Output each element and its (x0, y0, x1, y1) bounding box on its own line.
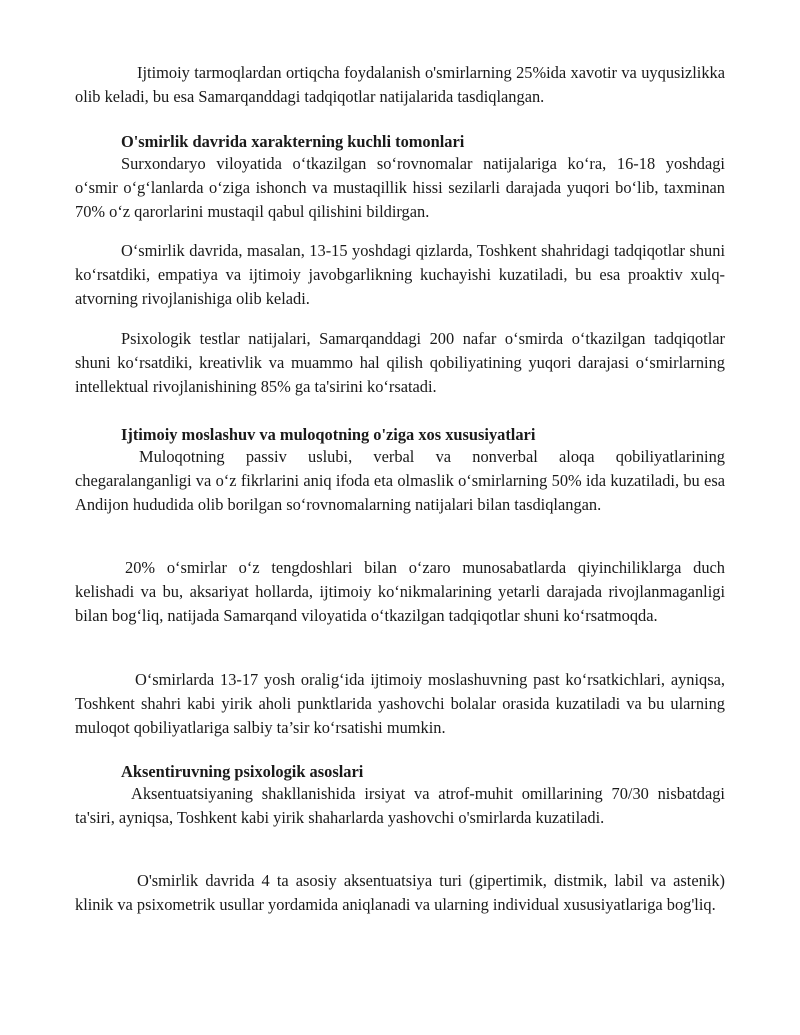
paragraph-psychological-tests: Psixologik testlar natijalari, Samarqanddagi 200 nafar o‘smirda o‘tkazilgan tadqiqotlar shuni ko‘rsatdiki, kreativlik va muammo hal qilish qobiliyatining yuqori darajasi o‘smirlarning intellektual rivojlanishining 85% ga ta'sirini ko‘rsatadi. (75, 329, 725, 396)
paragraph-peer-relations: 20% o‘smirlar o‘z tengdoshlari bilan o‘zaro munosabatlarda qiyinchiliklarga duch kelishadi va bu, aksariyat hollarda, ijtimoiy ko‘nikmalarining yetarli darajada rivojlanmaganligi bilan bog‘liq, natijada Samarqand viloyatida o‘tkazilgan tadqiqotlar shuni ko‘rsatmoqda. (75, 558, 725, 625)
paragraph-social-media: Ijtimoiy tarmoqlardan ortiqcha foydalanish o'smirlarning 25%ida xavotir va uyqusizlikka olib keladi, bu esa Samarqanddagi tadqiqotlar natijalarida tasdiqlangan. (75, 63, 725, 106)
heading-accentuation-basis: Aksentiruvning psixologik asoslari (121, 762, 364, 781)
paragraph-empathy: O‘smirlik davrida, masalan, 13-15 yoshdagi qizlarda, Toshkent shahridagi tadqiqotlar shuni ko‘rsatdiki, empatiya va ijtimoiy javobgarlikning kuchayishi kuzatiladi, bu esa proaktiv xulq-atvorning rivojlanishiga olib keladi. (75, 241, 725, 308)
heading-character-strengths: O'smirlik davrida xarakterning kuchli tomonlari (121, 132, 465, 151)
heading-social-adaptation: Ijtimoiy moslashuv va muloqotning o'ziga xos xususiyatlari (121, 425, 536, 444)
paragraph-heredity-environment: Aksentuatsiyaning shakllanishida irsiyat va atrof-muhit omillarining 70/30 nisbatdagi ta'siri, ayniqsa, Toshkent kabi yirik shaharlarda yashovchi o'smirlarda kuzatiladi. (75, 784, 725, 827)
paragraph-accentuation-types: O'smirlik davrida 4 ta asosiy aksentuatsiya turi (gipertimik, distmik, labil va astenik) klinik va psixometrik usullar yordamida aniqlanadi va ularning individual xususiyatlariga bog'liq. (75, 871, 725, 914)
paragraph-communication-style: Muloqotning passiv uslubi, verbal va nonverbal aloqa qobiliyatlarining chegaralanganligi va o‘z fikrlarini aniq ifoda eta olmaslik o‘smirlarning 50% ida kuzatiladi, bu esa Andijon hududida olib borilgan so‘rovnomalarning natijalari bilan tasdiqlangan. (75, 447, 725, 514)
paragraph-low-adaptation: O‘smirlarda 13-17 yosh oralig‘ida ijtimoiy moslashuvning past ko‘rsatkichlari, ayniqsa, Toshkent shahri kabi yirik aholi punktlarida yashovchi bolalar orasida kuzatiladi va bu ularning muloqot qobiliyatlariga salbiy ta’sir ko‘rsatishi mumkin. (75, 670, 725, 737)
paragraph-surxondaryo-survey: Surxondaryo viloyatida o‘tkazilgan so‘rovnomalar natijalariga ko‘ra, 16-18 yoshdagi o‘smir o‘g‘lanlarda o‘ziga ishonch va mustaqillik hissi sezilarli darajada yuqori bo‘lib, taxminan 70% o‘z qarorlarini mustaqil qabul qilishini bildirgan. (75, 154, 725, 221)
